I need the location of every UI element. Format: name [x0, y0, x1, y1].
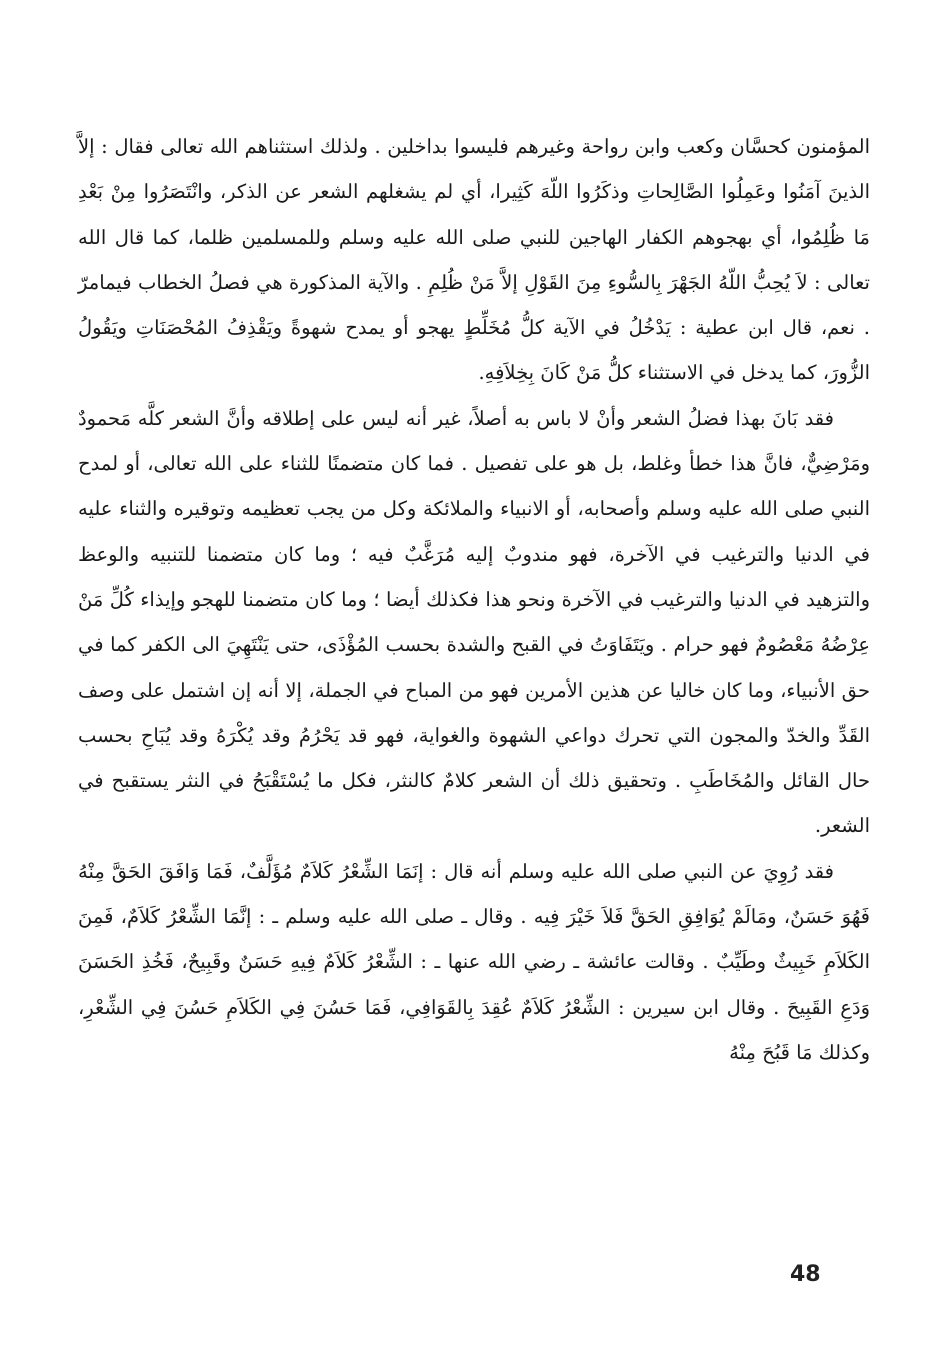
- body-text: [78, 124, 870, 1075]
- paragraph-1: المؤمنون كحسَّان وكعب وابن رواحة وغيرهم فليسوا بداخلين . ولذلك استثناهم الله تعالى فقال : إلاَّ الذينَ آمَنُوا وعَمِلُوا الصَّالِحاتِ وذكَرُوا اللّهَ كَثِيرا، أي لم يشغلهم الشعر عن الذكر، وانْتَصَرُوا مِنْ بَعْدِ مَا ظُلِمُوا، أي بهجوهم الكفار الهاجين للنبي صلى الله عليه وسلم وللمسلمين ظلما، كما قال الله تعالى : لاَ يُحِبُّ اللّهُ الجَهْرَ بِالسُّوءِ مِنَ القَوْلِ إلاَّ مَنْ ظُلِمِ . والآية المذكورة هي فصلُ الخطاب فيمامرّ . نعم، قال ابن عطية : يَدْخُلُ في الآية كلُّ مُخَلِّطٍ يهجو أو يمدح شهوةً ويَقْذِفُ المُحْصَنَاتِ ويَقُولُ الزُّورَ، كما يدخل في الاستثناء كلُّ مَنْ كَانَ بِخِلاَفِهِ.: [78, 135, 870, 385]
- paragraph-2: فقد بَانَ بهذا فضلُ الشعر وأنْ لا باس به أصلاً، غير أنه ليس على إطلاقه وأنَّ الشعر كلَّه مَحمودٌ ومَرْضِيٌّ، فانَّ هذا خطأ وغلط، بل هو على تفصيل . فما كان متضمنًا للثناء على الله تعالى، أو لمدح النبي صلى الله عليه وسلم وأصحابه، أو الانبياء والملائكة وكل من يجب تعظيمه وتوقيره والثناء عليه في الدنيا والترغيب في الآخرة، فهو مندوبٌ إليه مُرَغَّبٌ فيه ؛ وما كان متضمنا للتنبيه والوعظ والتزهيد في الدنيا والترغيب في الآخرة ونحو هذا فكذلك أيضا ؛ وما كان متضمنا للهجو وإيذاء كُلِّ مَنْ عِرْضُهُ مَعْصُومٌ فهو حرام . ويَتَفَاوَتُ في القبح والشدة بحسب المُؤْذَى، حتى يَنْتَهِيَ الى الكفر كما في حق الأنبياء، وما كان خاليا عن هذين الأمرين فهو من المباح في الجملة، إلا أنه إن اشتمل على وصف القَدِّ والخدّ والمجون التي تحرك دواعي الشهوة والغواية، فهو قد يَحْرُمُ وقد يُكْرَهُ وقد يُبَاحِ بحسب حال القائل والمُخَاطَبِ . وتحقيق ذلك أن الشعر كلامٌ كالنثر، فكل ما يُسْتَقْبَحُ في النثر يستقبح في الشعر.: [78, 406, 870, 838]
- paragraph-3: فقد رُوِيَ عن النبي صلى الله عليه وسلم أنه قال : إنَمَا الشِّعْرُ كَلاَمٌ مُؤَلَّفٌ، فَمَا وَافَقَ الحَقَّ مِنْهُ فَهُوَ حَسَنٌ، ومَالَمْ يُوَافِقِ الحَقَّ فَلاَ خَيْرَ فِيه . وقال ـ صلى الله عليه وسلم ـ : إنَّمَا الشِّعْرُ كَلاَمٌ، فَمِنَ الكَلاَمِ خَبِيثٌ وطَيِّبٌ . وقالت عائشة ـ رضي الله عنها ـ : الشِّعْرُ كَلاَمٌ فِيهِ حَسَنٌ وقَبِيحٌ، فَخُذِ الحَسَنَ وَدَعِ القَبِيحَ . وقال ابن سيرين : الشِّعْرُ كَلاَمٌ عُقِدَ بِالقَوَافِي، فَمَا حَسُنَ فِي الكَلاَمِ حَسُنَ فِي الشِّعْرِ، وكذلك مَا قَبُحَ مِنْهُ: [78, 859, 870, 1064]
- page-number: 48: [790, 1262, 821, 1287]
